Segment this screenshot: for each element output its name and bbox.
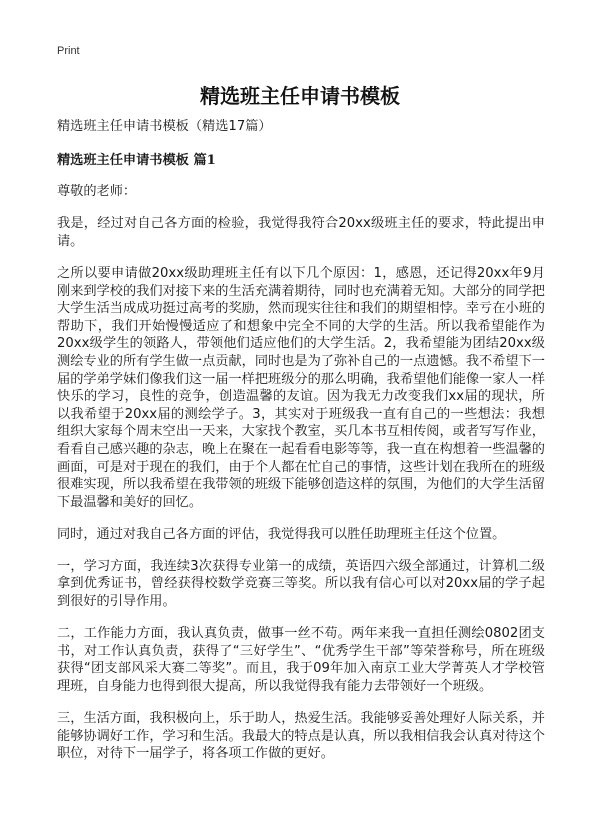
document-title: 精选班主任申请书模板 bbox=[200, 84, 400, 108]
body-paragraph: 二，工作能力方面，我认真负责，做事一丝不苟。两年来我一直担任测绘0802团支书，对工作认真负责，获得了“三好学生”、“优秀学生干部”等荣誉称号，所在班级获得“团支部风采大赛二等奖”。而且，我于09年加入南京工业大学菁英人才学校管理班，自身能力也得到很大提高，所以我觉得我有能力去带领好一个班级。 bbox=[57, 626, 545, 694]
document-subtitle: 精选班主任申请书模板（精选17篇） bbox=[57, 119, 272, 134]
body-paragraph: 同时，通过对我自己各方面的评估，我觉得我可以胜任助理班主任这个位置。 bbox=[57, 526, 506, 542]
print-label[interactable]: Print bbox=[57, 45, 80, 57]
document-body bbox=[57, 118, 545, 777]
body-paragraph: 之所以要申请做20xx级助理班主任有以下几个原因：1，感恩，还记得20xx年9月刚来到学校的我们对接下来的生活充满着期待，同时也充满着无知。大部分的同学把大学生活当成成功挺过高考的奖励，然而现实往往和我们的期望相悖。幸亏在小班的帮助下，我们开始慢慢适应了和想象中完全不同的大学的生活。所以我希望能作为20xx级学生的领路人，带领他们适应他们的大学生活。2，我希望能为团结20xx级测绘专业的所有学生做一点贡献，同时也是为了弥补自己的一点遗憾。我不希望下一届的学弟学妹们像我们这一届一样把班级分的那么明确，我希望他们能像一家人一样快乐的学习，良性的竞争，创造温馨的友谊。因为我无力改变我们xx届的现状，所以我希望于20xx届的测绘学子。3，其实对于班级我一直有自己的一些想法：我想组织大家每个周末空出一天来，大家找个教室，买几本书互相传阅，或者写写作业，看看自己感兴趣的杂志，晚上在聚在一起看看电影等等，我一直在构想着一些温馨的画面，可是对于现在的我们，由于个人都在忙自己的事情，这些计划在我所在的班级很难实现，所以我希望在我带领的班级下能够创造这样的氛围，为他们的大学生活留下最温馨和美好的回忆。 bbox=[57, 265, 545, 510]
body-paragraph: 我是，经过对自己各方面的检验，我觉得我符合20xx级班主任的要求，特此提出申请。 bbox=[57, 216, 545, 249]
body-paragraph: 一，学习方面，我连续3次获得专业第一的成绩，英语四六级全部通过，计算机二级拿到优秀证书，曾经获得校数学竞赛三等奖。所以我有信心可以对20xx届的学子起到很好的引导作用。 bbox=[57, 558, 545, 610]
salutation: 尊敬的老师： bbox=[57, 184, 137, 200]
section-heading: 精选班主任申请书模板 篇1 bbox=[57, 152, 216, 168]
body-paragraph: 三，生活方面，我积极向上，乐于助人，热爱生活。我能够妥善处理好人际关系，并能够协调好工作，学习和生活。我最大的特点是认真，所以我相信我会认真对待这个职位，对待下一届学子，将各项工作做的更好。 bbox=[57, 711, 545, 762]
